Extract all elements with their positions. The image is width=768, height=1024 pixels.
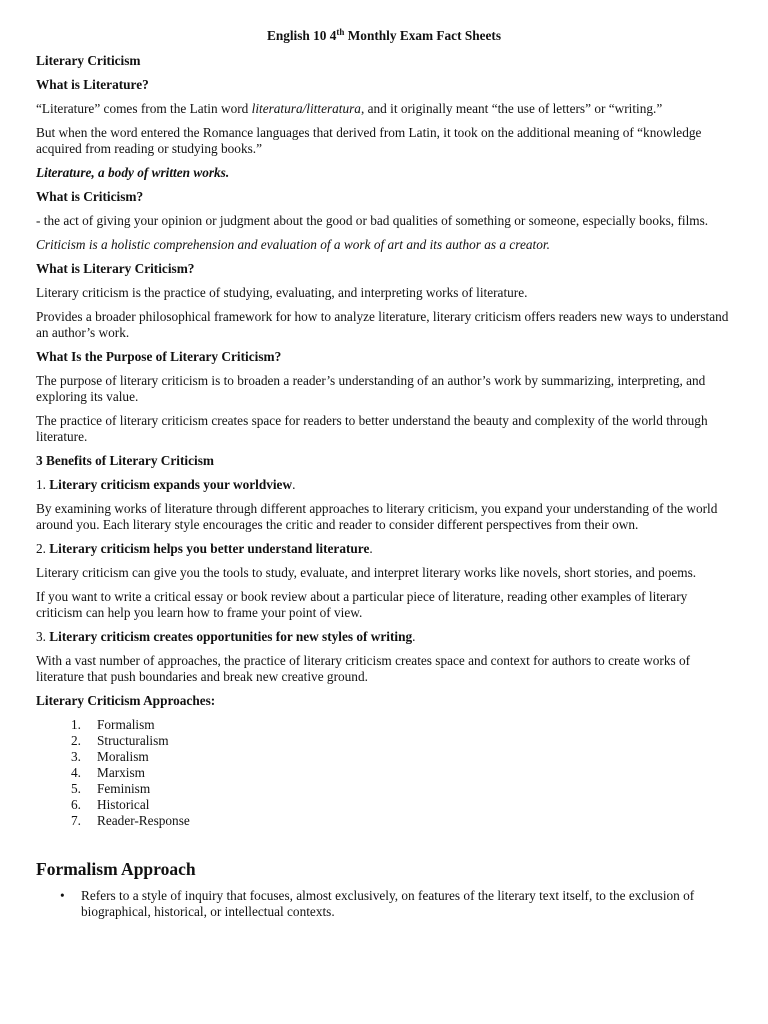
heading-what-is-literary-criticism: What is Literary Criticism? (36, 261, 195, 276)
list-label: Structuralism (97, 733, 169, 748)
list-number: 1. (71, 717, 81, 732)
benefit-3 (36, 629, 732, 645)
title-suffix: Monthly Exam Fact Sheets (344, 28, 502, 43)
paragraph-text: , and it originally meant “the use of letters” or “writing.” (360, 101, 663, 116)
list-label: Moralism (97, 749, 149, 764)
list-number: 7. (71, 813, 81, 828)
heading-what-is-criticism: What is Criticism? (36, 189, 144, 204)
list-label: Formalism (97, 717, 155, 732)
list-number: 5. (71, 781, 81, 796)
benefit-end: . (292, 477, 296, 492)
list-label: Reader-Response (97, 813, 190, 828)
paragraph-critical-essay: If you want to write a critical essay or book review about a particular piece of literature, reading other examples of literary criticism can help you learn how to frame your point of view. (36, 589, 688, 620)
list-number: 3. (71, 749, 81, 764)
benefit-end: . (369, 541, 373, 556)
benefit-end: . (412, 629, 416, 644)
latin-word: literatura/litteratura (251, 101, 361, 116)
benefit-title: Literary criticism helps you better understand literature (49, 541, 370, 556)
list-number: 4. (71, 765, 81, 780)
literature-definition: Literature, a body of written works. (36, 165, 230, 180)
formalism-bullets (36, 888, 732, 920)
heading-formalism-approach: Formalism Approach (36, 859, 196, 879)
list-label: Marxism (97, 765, 146, 780)
approaches-list (36, 717, 732, 829)
bullet-icon: • (60, 888, 65, 903)
benefit-number: 2. (36, 541, 50, 556)
page-title (36, 28, 732, 44)
benefit-2 (36, 541, 732, 557)
heading-benefits: 3 Benefits of Literary Criticism (36, 453, 214, 468)
heading-what-is-literature: What is Literature? (36, 77, 149, 92)
benefit-title: Literary criticism creates opportunities for new styles of writing (49, 629, 413, 644)
paragraph-tools: Literary criticism can give you the tools to study, evaluate, and interpret literary works like novels, short stories, and poems. (36, 565, 697, 580)
list-item (36, 733, 732, 749)
heading-purpose: What Is the Purpose of Literary Criticism? (36, 349, 282, 364)
title-superscript: th (336, 27, 345, 37)
list-item (36, 797, 732, 813)
list-number: 2. (71, 733, 81, 748)
paragraph-purpose: The purpose of literary criticism is to broaden a reader’s understanding of an author’s work by summarizing, interpreting, and exploring its value. (36, 373, 706, 404)
title-prefix: English 10 4 (266, 28, 337, 43)
list-item (36, 765, 732, 781)
list-item (36, 749, 732, 765)
paragraph-criticism-definition: - the act of giving your opinion or judgment about the good or bad qualities of something or someone, especially books, films. (36, 213, 709, 228)
paragraph-philosophical-framework: Provides a broader philosophical framework for how to analyze literature, literary criticism offers readers new ways to understand an author’s work. (36, 309, 729, 340)
list-item (36, 888, 732, 920)
paragraph-text: “Literature” comes from the Latin word (36, 101, 252, 116)
benefit-number: 1. (36, 477, 50, 492)
list-item (36, 717, 732, 733)
paragraph-criticism-holistic: Criticism is a holistic comprehension and evaluation of a work of art and its author as a creator. (36, 237, 550, 252)
benefit-1 (36, 477, 732, 493)
list-label: Feminism (97, 781, 151, 796)
paragraph-approaches-context: With a vast number of approaches, the practice of literary criticism creates space and context for authors to create works of literature that push boundaries and break new creative ground. (36, 653, 691, 684)
heading-approaches: Literary Criticism Approaches: (36, 693, 216, 708)
paragraph-literary-criticism-practice: Literary criticism is the practice of studying, evaluating, and interpreting works of literature. (36, 285, 528, 300)
list-number: 6. (71, 797, 81, 812)
list-label: Historical (97, 797, 150, 812)
paragraph-practice: The practice of literary criticism creates space for readers to better understand the beauty and complexity of the world through literature. (36, 413, 708, 444)
paragraph-romance-languages: But when the word entered the Romance languages that derived from Latin, it took on the additional meaning of “knowledge acquired from reading or studying books.” (36, 125, 702, 156)
benefit-number: 3. (36, 629, 50, 644)
list-item (36, 781, 732, 797)
heading-literary-criticism: Literary Criticism (36, 53, 141, 68)
list-item (36, 813, 732, 829)
benefit-title: Literary criticism expands your worldview (49, 477, 293, 492)
paragraph-literature-origin (36, 101, 732, 117)
bullet-text: Refers to a style of inquiry that focuses, almost exclusively, on features of the literary text itself, to the exclusion of biographical, historical, or intellectual contexts. (81, 888, 695, 919)
paragraph-worldview: By examining works of literature through different approaches to literary criticism, you expand your understanding of the world around you. Each literary style encourages the critic and reader to consider different perspectives from their own. (36, 501, 718, 532)
